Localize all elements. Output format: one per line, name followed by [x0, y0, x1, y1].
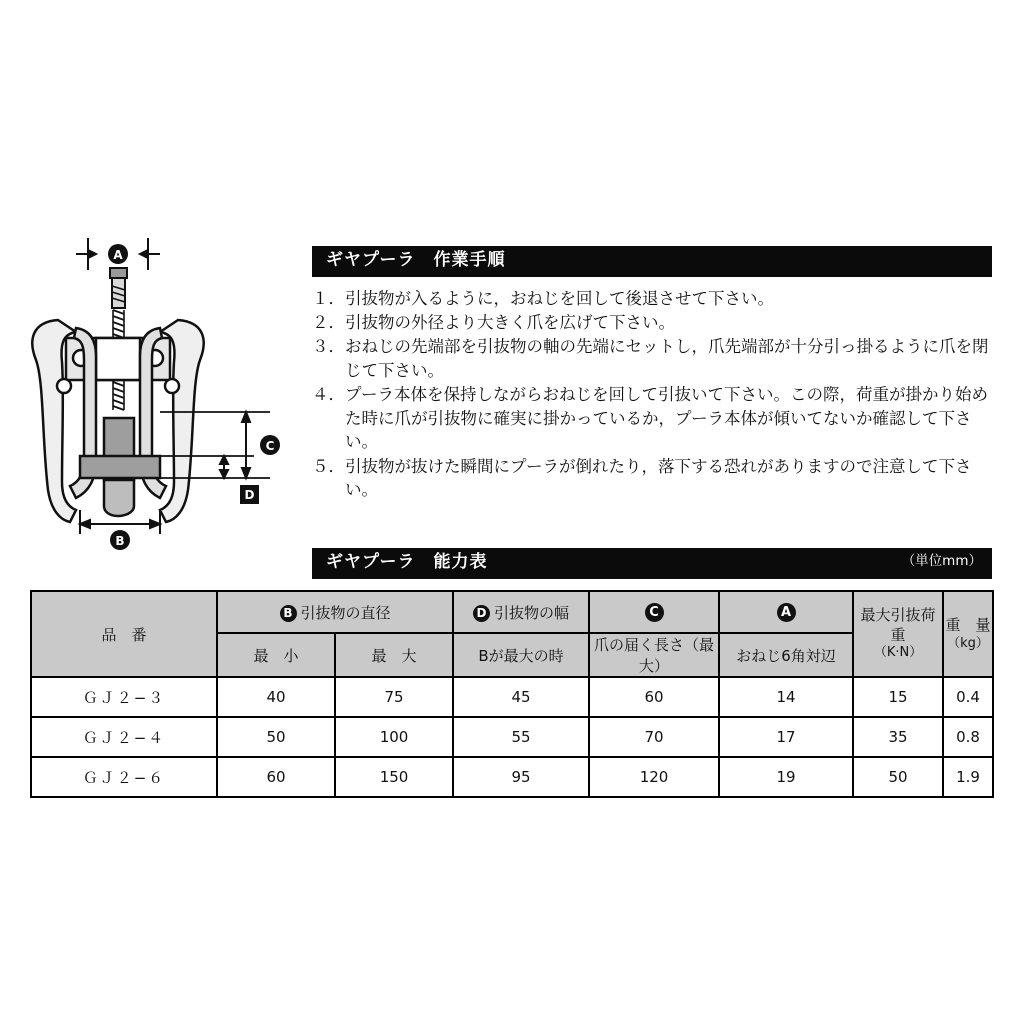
th-b-group-label: 引抜物の直径 — [300, 603, 391, 622]
step-number: ５． — [312, 456, 345, 476]
badge-a-diagram-label: A — [113, 248, 123, 262]
cell-d: 95 — [453, 757, 589, 797]
th-d-group-label: 引抜物の幅 — [494, 603, 570, 622]
list-item — [312, 287, 992, 310]
th-max-load-unit: （K·N） — [873, 645, 923, 661]
th-a-group — [719, 591, 853, 633]
spec-table — [30, 590, 994, 798]
th-part-no-label: 品 番 — [101, 625, 147, 644]
cell-a: 19 — [719, 757, 853, 797]
cell-b-min: 50 — [217, 717, 335, 757]
step-number: ３． — [312, 337, 345, 357]
table-row — [31, 757, 993, 797]
badge-d-diagram-label: D — [244, 488, 255, 502]
list-item — [312, 335, 992, 382]
badge-c-icon: C — [645, 603, 664, 622]
badge-c-diagram-label: C — [265, 439, 275, 453]
gear-puller-illustration — [18, 210, 298, 580]
procedure-section — [312, 246, 992, 502]
cell-d: 55 — [453, 717, 589, 757]
list-item — [312, 311, 992, 334]
th-d-sub: Bが最大の時 — [453, 633, 589, 677]
th-b-group — [217, 591, 453, 633]
th-c-group — [589, 591, 719, 633]
cell-a: 14 — [719, 677, 853, 717]
procedure-step-list — [312, 287, 992, 502]
step-text: 引抜物が入るように，おねじを回して後退させて下さい。 — [345, 288, 774, 308]
badge-d-icon: D — [473, 605, 490, 622]
cell-weight: 0.4 — [943, 677, 993, 717]
procedure-title: ギヤプーラ 作業手順 — [312, 246, 992, 277]
th-c-sub: 爪の届く長さ（最大） — [589, 633, 719, 677]
cell-load: 35 — [853, 717, 943, 757]
gear-puller-diagram — [18, 210, 298, 580]
cell-b-min: 60 — [217, 757, 335, 797]
cell-d: 45 — [453, 677, 589, 717]
step-number: ２． — [312, 312, 345, 332]
cell-load: 15 — [853, 677, 943, 717]
badge-b-diagram-label: B — [115, 534, 125, 548]
cell-c: 70 — [589, 717, 719, 757]
cell-a: 17 — [719, 717, 853, 757]
cell-weight: 0.8 — [943, 717, 993, 757]
list-item — [312, 455, 992, 502]
capability-title-bar — [312, 548, 992, 579]
badge-b-icon: B — [280, 605, 297, 622]
th-b-min: 最 小 — [217, 633, 335, 677]
capability-header — [312, 548, 992, 579]
cell-part-no: ＧＪ２−４ — [31, 717, 217, 757]
badge-a-icon: A — [777, 603, 796, 622]
step-text: 引抜物が抜けた瞬間にプーラが倒れたり，落下する恐れがありますので注意して下さい。 — [345, 456, 972, 499]
step-text: プーラ本体を保持しながらおねじを回して引抜いて下さい。この際，荷重が掛かり始めた時に爪が引抜物に確実に掛かっているか，プーラ本体が傾いてないか確認して下さい。 — [345, 385, 989, 452]
cell-part-no: ＧＪ２−３ — [31, 677, 217, 717]
th-d-group — [453, 591, 589, 633]
th-weight-label: 重 量 — [945, 616, 991, 635]
cell-load: 50 — [853, 757, 943, 797]
capability-unit-note: （単位mm） — [901, 553, 982, 569]
th-a-sub: おねじ6角対辺 — [719, 633, 853, 677]
table-row — [31, 717, 993, 757]
cell-part-no: ＧＪ２−６ — [31, 757, 217, 797]
cell-c: 120 — [589, 757, 719, 797]
cell-b-min: 40 — [217, 677, 335, 717]
step-number: １． — [312, 288, 345, 308]
capability-title: ギヤプーラ 能力表 — [326, 552, 488, 572]
th-weight-unit: （kg） — [947, 635, 989, 651]
cell-b-max: 100 — [335, 717, 453, 757]
step-number: ４． — [312, 385, 345, 405]
step-text: おねじの先端部を引抜物の軸の先端にセットし，爪先端部が十分引っ掛るように爪を閉じて下さい。 — [345, 337, 989, 380]
th-max-load — [853, 591, 943, 677]
cell-b-max: 150 — [335, 757, 453, 797]
spec-table-wrapper — [30, 590, 992, 798]
th-part-no — [31, 591, 217, 677]
th-weight — [943, 591, 993, 677]
list-item — [312, 383, 992, 453]
cell-b-max: 75 — [335, 677, 453, 717]
cell-c: 60 — [589, 677, 719, 717]
table-row — [31, 677, 993, 717]
th-b-max: 最 大 — [335, 633, 453, 677]
step-text: 引抜物の外径より大きく爪を広げて下さい。 — [345, 312, 675, 332]
cell-weight: 1.9 — [943, 757, 993, 797]
th-max-load-label: 最大引抜荷重 — [860, 606, 936, 644]
